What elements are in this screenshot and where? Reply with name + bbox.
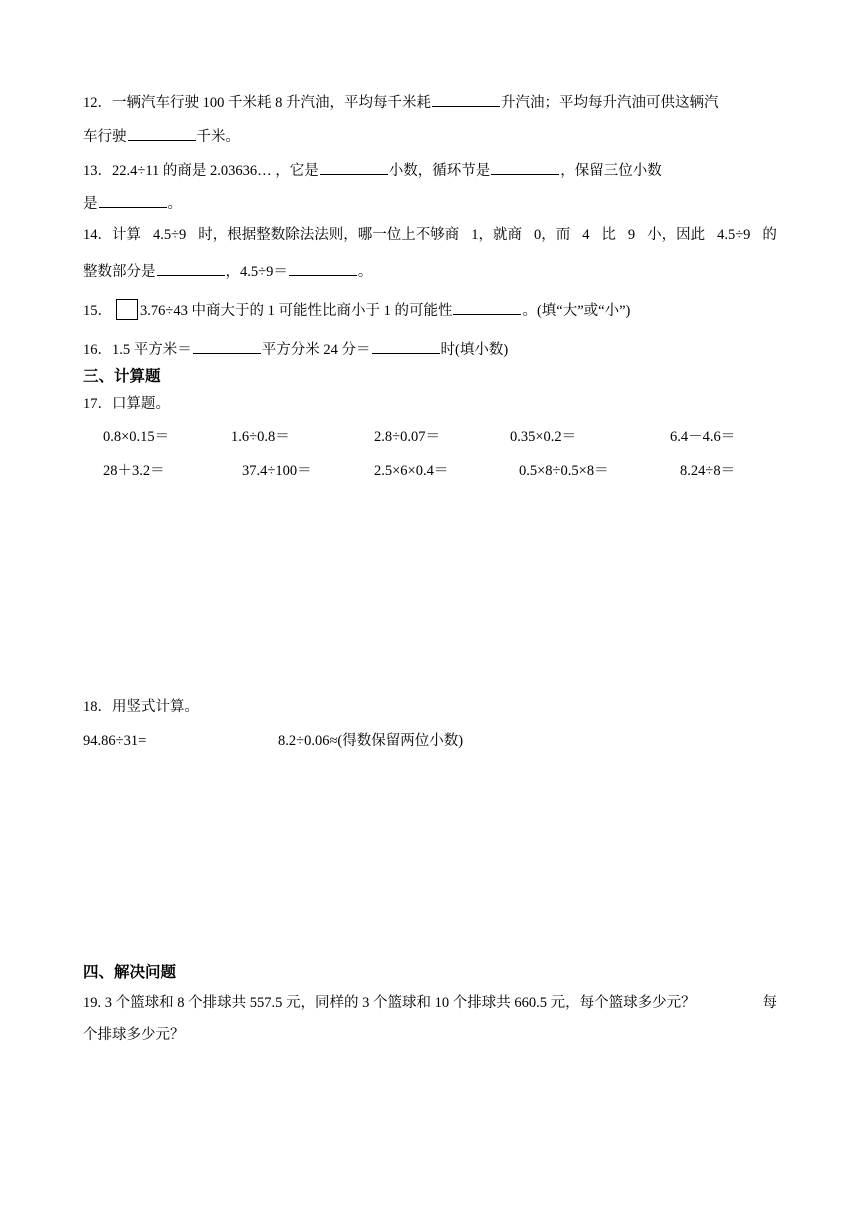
answer-blank[interactable] xyxy=(289,259,357,276)
answer-blank[interactable] xyxy=(320,158,388,175)
question-14-text: 整数部分是 xyxy=(83,264,156,280)
answer-blank[interactable] xyxy=(128,124,196,141)
question-14-word: 比 xyxy=(601,227,616,243)
question-14-line1 xyxy=(83,225,777,245)
question-14-text: ，4.5÷9＝ xyxy=(225,264,288,280)
question-12-text: 车行驶 xyxy=(83,129,127,145)
question-12-line1 xyxy=(83,90,719,113)
question-13-line1 xyxy=(83,158,662,181)
oral-calc-item: 37.4÷100＝ xyxy=(242,463,312,479)
answer-blank[interactable] xyxy=(372,337,440,354)
question-18-title: 18．用竖式计算。 xyxy=(83,699,199,715)
question-12-text: 升汽油；平均每升汽油可供这辆汽 xyxy=(501,95,719,111)
oral-calc-item: 0.8×0.15＝ xyxy=(103,429,170,445)
question-16-text: 时(填小数) xyxy=(440,342,509,358)
oral-calc-item: 2.8÷0.07＝ xyxy=(374,429,440,445)
answer-blank[interactable] xyxy=(157,259,225,276)
question-17-title: 17．口算题。 xyxy=(83,396,170,412)
question-13-text: 。 xyxy=(167,196,182,212)
question-13-line2 xyxy=(83,191,182,214)
oral-calc-item: 8.24÷8＝ xyxy=(680,463,736,479)
question-14-word: 时，根据整数除法法则，哪一位上不够商 xyxy=(198,227,460,243)
question-14-word: 14．计算 xyxy=(83,227,141,243)
question-19-text: 19. 3 个篮球和 8 个排球共 557.5 元，同样的 3 个篮球和 10 个排球共 660.5 元，每个篮球多少元？ xyxy=(83,995,696,1011)
question-14-word: 4.5÷9 xyxy=(717,227,751,243)
answer-blank[interactable] xyxy=(491,158,559,175)
question-19-line2: 个排球多少元？ xyxy=(83,1027,185,1043)
question-14-word: 4.5÷9 xyxy=(152,227,187,243)
answer-blank[interactable] xyxy=(453,298,521,315)
question-14-text: 。 xyxy=(357,264,373,280)
answer-blank[interactable] xyxy=(432,90,500,107)
question-15-line xyxy=(83,298,630,321)
vertical-calc-item: 8.2÷0.06≈(得数保留两位小数) xyxy=(278,733,464,749)
question-13-text: 小数，循环节是 xyxy=(388,163,491,179)
oral-calc-item: 0.5×8÷0.5×8＝ xyxy=(519,463,609,479)
question-13-text: ，保留三位小数 xyxy=(560,163,662,179)
oral-calc-item: 6.4－4.6＝ xyxy=(670,429,736,445)
question-12-text: 千米。 xyxy=(196,129,240,145)
oral-calc-item: 28＋3.2＝ xyxy=(103,463,165,479)
question-15-text: 3.76÷43 中商大于的 1 可能性比商小于 1 的可能性 xyxy=(140,303,453,319)
question-14-word: 1，就商 xyxy=(471,227,522,243)
question-19-line1 xyxy=(83,993,777,1013)
digit-box[interactable] xyxy=(116,299,138,320)
oral-calc-item: 0.35×0.2＝ xyxy=(510,429,577,445)
oral-calc-item: 2.5×6×0.4＝ xyxy=(374,463,449,479)
question-14-word: 的 xyxy=(762,227,777,243)
question-12-line2 xyxy=(83,124,240,147)
answer-blank[interactable] xyxy=(99,191,167,208)
question-14-word: 0，而 xyxy=(533,227,571,243)
question-14-word: 4 xyxy=(582,227,590,243)
question-14-word: 小，因此 xyxy=(647,227,706,243)
question-15-text: 。(填“大”或“小”) xyxy=(522,303,631,319)
question-16-text: 16．1.5 平方米＝ xyxy=(83,342,192,358)
answer-blank[interactable] xyxy=(193,337,261,354)
oral-calc-item: 1.6÷0.8＝ xyxy=(231,429,290,445)
question-16-line xyxy=(83,337,508,360)
question-14-line2 xyxy=(83,259,372,282)
question-15-text: 15． xyxy=(83,303,112,319)
vertical-calc-item: 94.86÷31= xyxy=(83,733,147,749)
question-16-text: 平方分米 24 分＝ xyxy=(261,342,371,358)
section-4-heading: 四、解决问题 xyxy=(83,963,177,981)
question-12-text: 12．一辆汽车行驶 100 千米耗 8 升汽油，平均每千米耗 xyxy=(83,95,431,111)
question-13-text: 13．22.4÷11 的商是 2.03636… ，它是 xyxy=(83,163,319,179)
question-13-text: 是 xyxy=(83,196,98,212)
question-19-text: 每 xyxy=(762,995,777,1011)
question-14-word: 9 xyxy=(627,227,636,243)
section-3-heading: 三、计算题 xyxy=(83,367,161,385)
